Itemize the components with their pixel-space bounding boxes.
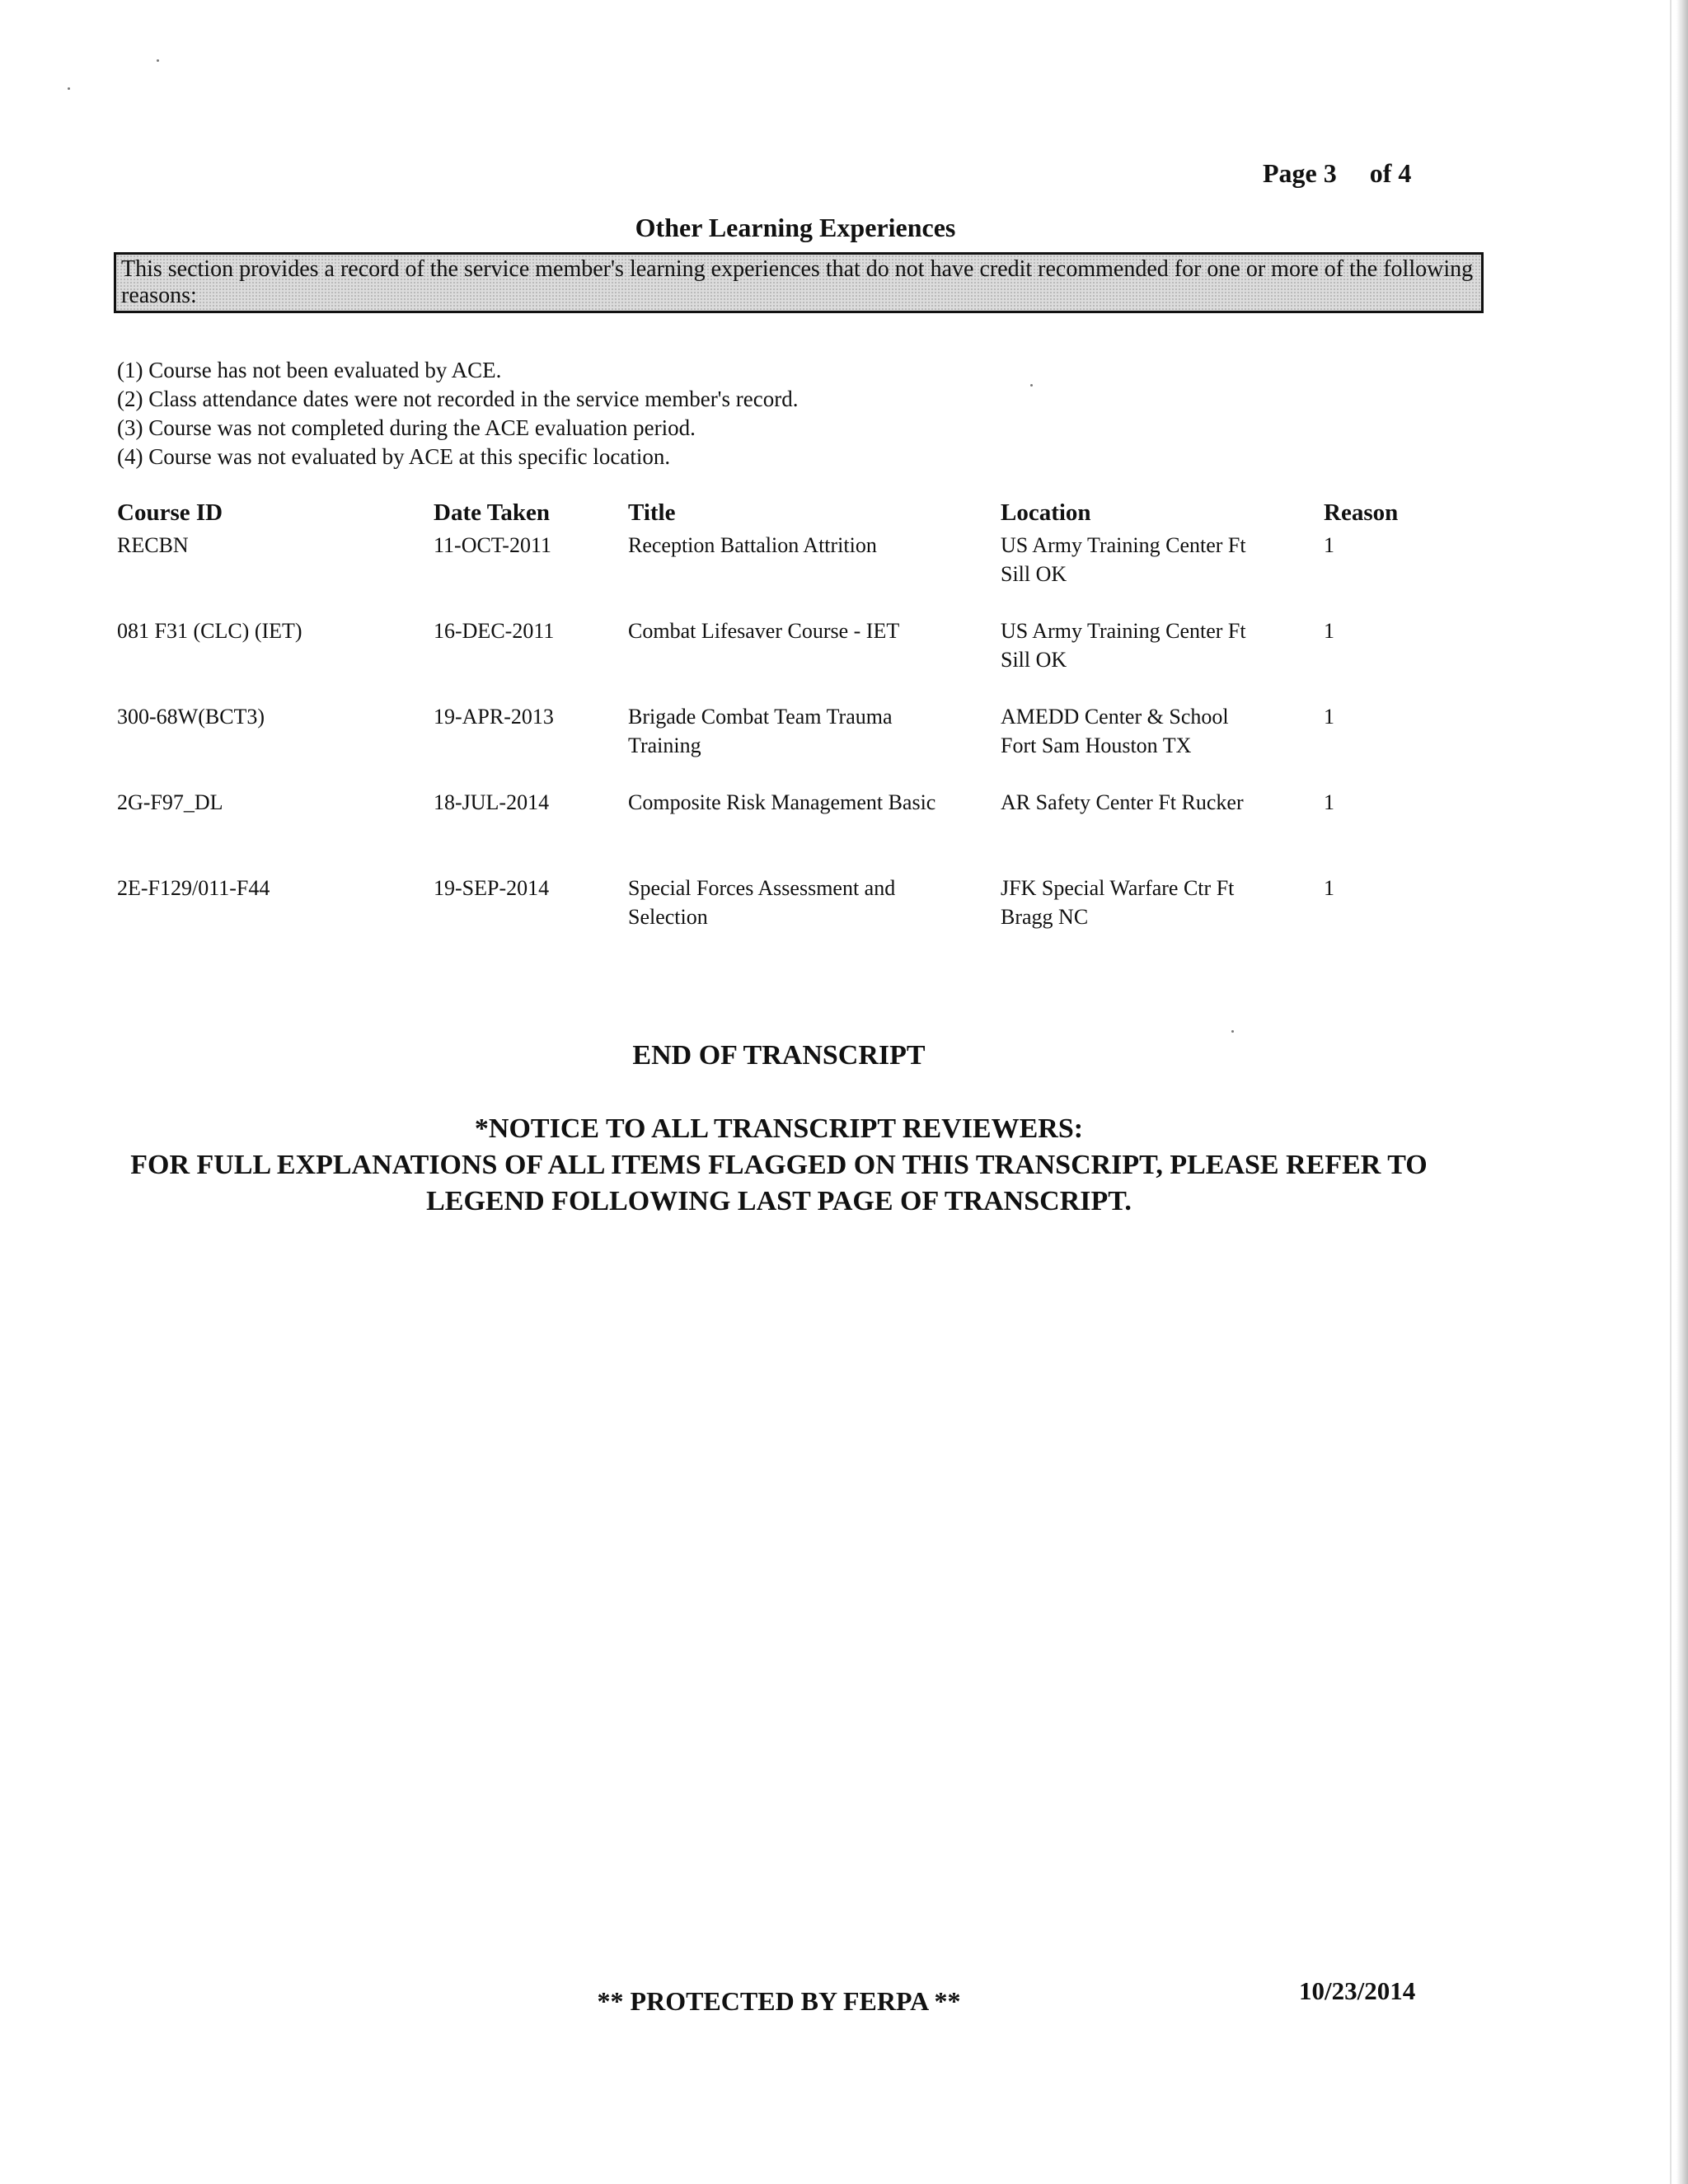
location-line: Bragg NC: [1001, 905, 1089, 929]
notice-line: LEGEND FOLLOWING LAST PAGE OF TRANSCRIPT.: [426, 1186, 1132, 1216]
scan-edge: [1676, 0, 1688, 2184]
notice-line: *NOTICE TO ALL TRANSCRIPT REVIEWERS:: [474, 1113, 1084, 1144]
table-row: [117, 616, 1423, 702]
table-header-row: [117, 499, 1423, 531]
scan-speck: [68, 87, 70, 90]
header-course-id: Course ID: [117, 499, 223, 526]
table-row: [117, 702, 1423, 788]
cell-reason: 1: [1324, 876, 1334, 900]
cell-title: [628, 874, 1001, 959]
courses-table: [117, 499, 1423, 959]
table-row: [117, 874, 1423, 959]
location-line: Sill OK: [1001, 562, 1067, 586]
title-line: Brigade Combat Team Trauma: [628, 705, 893, 729]
page-total-label: of 4: [1369, 158, 1412, 188]
table-row: [117, 531, 1423, 616]
reason-item: (2) Class attendance dates were not recorded in the service member's record.: [117, 387, 799, 411]
cell-location: [1001, 616, 1324, 702]
end-of-transcript: END OF TRANSCRIPT: [632, 1040, 926, 1071]
page-label: Page 3: [1263, 158, 1337, 188]
header-location: Location: [1001, 499, 1091, 526]
scan-speck: [1030, 384, 1033, 387]
location-line: Sill OK: [1001, 648, 1067, 672]
reason-item: (1) Course has not been evaluated by ACE.: [117, 358, 502, 382]
cell-title: Composite Risk Management Basic: [628, 790, 936, 814]
location-line: JFK Special Warfare Ctr Ft: [1001, 876, 1235, 900]
cell-location: [1001, 531, 1324, 616]
cell-date-taken: 16-DEC-2011: [434, 619, 555, 643]
cell-reason: 1: [1324, 790, 1334, 814]
cell-reason: 1: [1324, 533, 1334, 557]
title-line: Training: [628, 733, 701, 757]
scan-speck: [1231, 1030, 1234, 1033]
header-reason: Reason: [1324, 499, 1399, 526]
reason-list: [117, 356, 799, 471]
notice-line: FOR FULL EXPLANATIONS OF ALL ITEMS FLAGGED ON THIS TRANSCRIPT, PLEASE REFER TO: [130, 1150, 1428, 1180]
cell-location: [1001, 788, 1324, 874]
location-line: Fort Sam Houston TX: [1001, 733, 1192, 757]
cell-reason: 1: [1324, 619, 1334, 643]
table-row: [117, 788, 1423, 874]
cell-title: [628, 702, 1001, 788]
footer-date: 10/23/2014: [1299, 1976, 1416, 2005]
header-date-taken: Date Taken: [434, 499, 551, 526]
cell-reason: 1: [1324, 705, 1334, 729]
reason-item: (3) Course was not completed during the ACE evaluation period.: [117, 415, 696, 440]
cell-location: [1001, 874, 1324, 959]
section-title: Other Learning Experiences: [635, 213, 956, 242]
reviewer-notice: [0, 1111, 1558, 1220]
cell-course-id: 2G-F97_DL: [117, 790, 223, 814]
cell-course-id: 2E-F129/011-F44: [117, 876, 270, 900]
location-line: US Army Training Center Ft: [1001, 619, 1246, 643]
cell-course-id: 300-68W(BCT3): [117, 705, 265, 729]
scan-edge-line: [1670, 0, 1672, 2184]
ferpa-notice: ** PROTECTED BY FERPA **: [597, 1986, 961, 2016]
page-number: [1263, 158, 1411, 189]
cell-title: Combat Lifesaver Course - IET: [628, 619, 900, 643]
cell-date-taken: 19-APR-2013: [434, 705, 554, 729]
scan-speck: [157, 59, 159, 62]
header-title: Title: [628, 499, 676, 526]
title-line: Special Forces Assessment and: [628, 876, 896, 900]
cell-title: Reception Battalion Attrition: [628, 533, 877, 557]
location-line: US Army Training Center Ft: [1001, 533, 1246, 557]
cell-course-id: 081 F31 (CLC) (IET): [117, 619, 302, 643]
cell-date-taken: 19-SEP-2014: [434, 876, 550, 900]
section-intro-box: [114, 252, 1484, 313]
cell-course-id: RECBN: [117, 533, 189, 557]
section-intro-text: This section provides a record of the service member's learning experiences that do not have credit recommended for one or more of the following reasons:: [121, 256, 1474, 308]
location-line: AR Safety Center Ft Rucker: [1001, 790, 1244, 814]
cell-date-taken: 11-OCT-2011: [434, 533, 551, 557]
location-line: AMEDD Center & School: [1001, 705, 1229, 729]
reason-item: (4) Course was not evaluated by ACE at this specific location.: [117, 444, 671, 469]
title-line: Selection: [628, 905, 708, 929]
cell-date-taken: 18-JUL-2014: [434, 790, 550, 814]
cell-location: [1001, 702, 1324, 788]
